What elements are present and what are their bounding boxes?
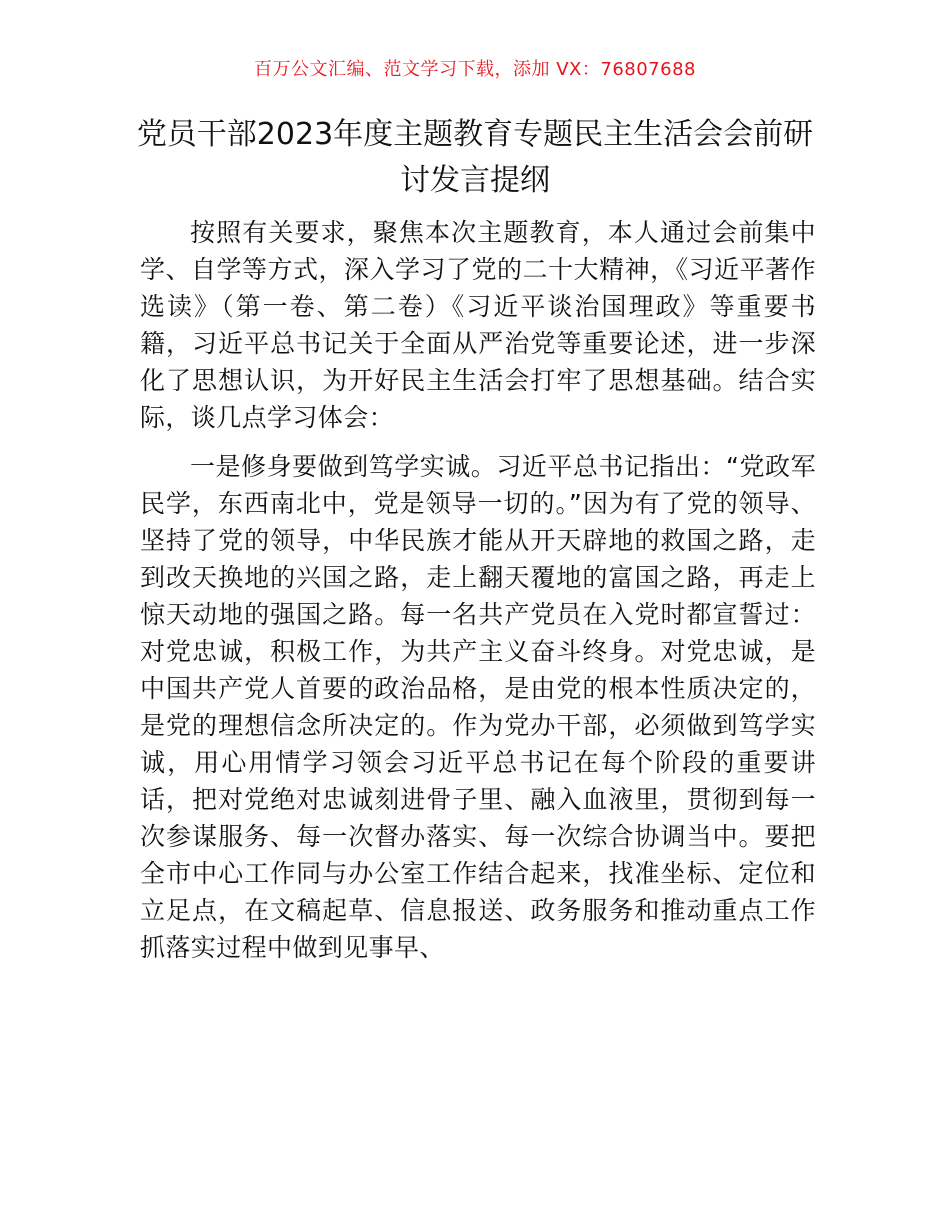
- body-paragraph-1: 按照有关要求，聚焦本次主题教育，本人通过会前集中学、自学等方式，深入学习了党的二十大精神，《习近平著作选读》（第一卷、第二卷）《习近平谈治国理政》等重要书籍，习近平总书记关于全面从严治党等重要论述，进一步深化了思想认识，为开好民主生活会打牢了思想基础。结合实际，谈几点学习体会：: [140, 218, 816, 432]
- header-banner: 百万公文汇编、范文学习下载，添加 VX：76807688: [254, 59, 696, 80]
- document-body: [140, 214, 816, 978]
- body-paragraph-2: 一是修身要做到笃学实诚。习近平总书记指出：“党政军民学，东西南北中，党是领导一切的。”因为有了党的领导、坚持了党的领导，中华民族才能从开天辟地的救国之路，走到改天换地的兴国之路，走上翻天覆地的富国之路，再走上惊天动地的强国之路。每一名共产党员在入党时都宣誓过：对党忠诚，积极工作，为共产主义奋斗终身。对党忠诚，是中国共产党人首要的政治品格，是由党的根本性质决定的，是党的理想信念所决定的。作为党办干部，必须做到笃学实诚，用心用情学习领会习近平总书记在每个阶段的重要讲话，把对党绝对忠诚刻进骨子里、融入血液里，贯彻到每一次参谋服务、每一次督办落实、每一次综合协调当中。要把全市中心工作同与办公室工作结合起来，找准坐标、定位和立足点，在文稿起草、信息报送、政务服务和推动重点工作抓落实过程中做到见事早、: [140, 452, 816, 962]
- document-title: 党员干部2023年度主题教育专题民主生活会会前研讨发言提纲: [136, 117, 814, 198]
